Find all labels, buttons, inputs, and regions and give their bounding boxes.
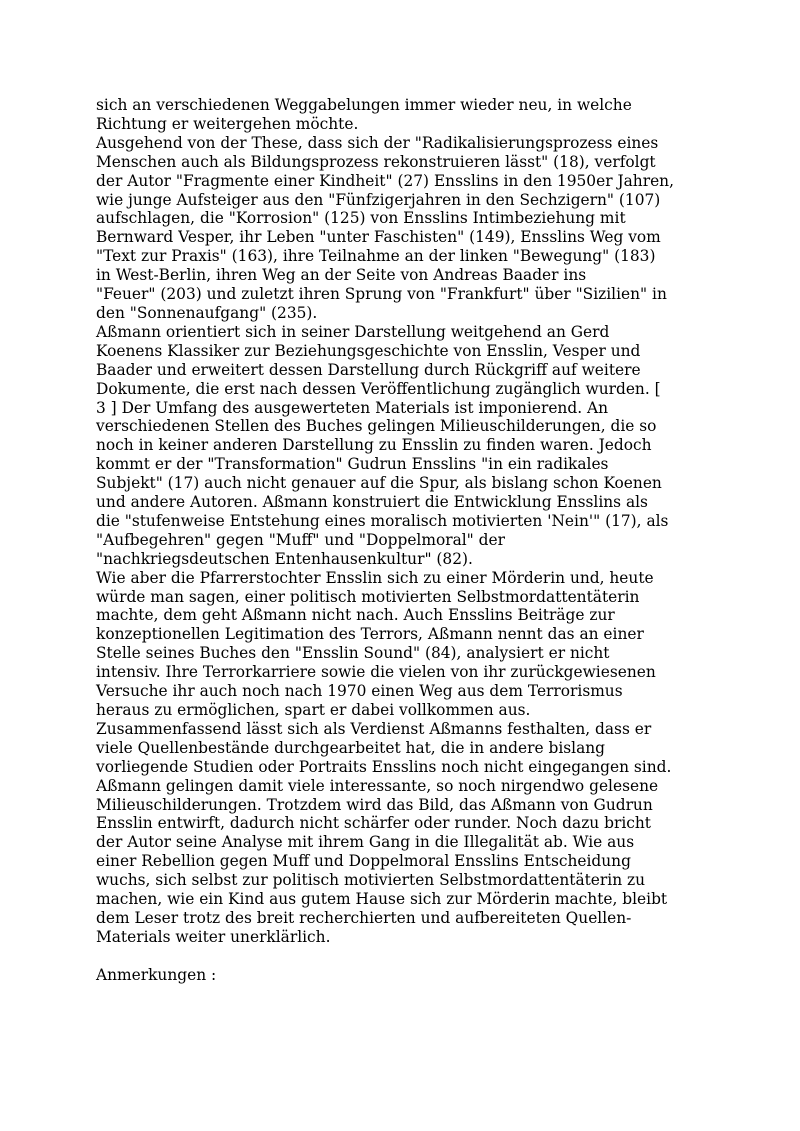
notes-heading: Anmerkungen : [96, 965, 217, 984]
text-line: Ensslin entwirft, dadurch nicht schärfer oder runder. Noch dazu bricht [96, 814, 651, 833]
text-line: der Autor seine Analyse mit ihrem Gang in die Illegalität ab. Wie aus [96, 833, 635, 852]
text-line: Subjekt" (17) auch nicht genauer auf die Spur, als bislang schon Koenen [96, 474, 662, 493]
text-line: Dokumente, die erst nach dessen Veröffentlichung zugänglich wurden. [ [96, 379, 661, 398]
text-line: Koenens Klassiker zur Beziehungsgeschichte von Ensslin, Vesper und [96, 341, 641, 360]
text-line: und andere Autoren. Aßmann konstruiert die Entwicklung Ensslins als [96, 493, 648, 512]
text-line: Zusammenfassend lässt sich als Verdienst Aßmanns festhalten, dass er [96, 719, 652, 738]
body-text [96, 96, 716, 947]
text-line: die "stufenweise Entstehung eines moralisch motivierten 'Nein'" (17), als [96, 511, 669, 530]
text-line: aufschlagen, die "Korrosion" (125) von Ensslins Intimbeziehung mit [96, 209, 626, 228]
text-line: Wie aber die Pfarrerstochter Ensslin sich zu einer Mörderin und, heute [96, 568, 654, 587]
text-line: konzeptionellen Legitimation des Terrors, Aßmann nennt das an einer [96, 625, 644, 644]
document-page [96, 96, 716, 985]
text-line: viele Quellenbestände durchgearbeitet hat, die in andere bislang [96, 738, 606, 757]
text-line: Materials weiter unerklärlich. [96, 927, 331, 946]
text-line: Menschen auch als Bildungsprozess rekonstruieren lässt" (18), verfolgt [96, 152, 656, 171]
text-line: Baader und erweitert dessen Darstellung durch Rückgriff auf weitere [96, 360, 641, 379]
text-line: machte, dem geht Aßmann nicht nach. Auch Ensslins Beiträge zur [96, 606, 615, 625]
text-line: in West-Berlin, ihren Weg an der Seite von Andreas Baader ins [96, 266, 587, 285]
text-line: "Aufbegehren" gegen "Muff" und "Doppelmoral" der [96, 530, 505, 549]
text-line: intensiv. Ihre Terrorkarriere sowie die vielen von ihr zurückgewiesenen [96, 663, 656, 682]
text-line: "nachkriegsdeutschen Entenhausenkultur" (82). [96, 549, 473, 568]
text-line: der Autor "Fragmente einer Kindheit" (27) Ensslins in den 1950er Jahren, [96, 171, 674, 190]
text-line: Stelle seines Buches den "Ensslin Sound" (84), analysiert er nicht [96, 644, 610, 663]
paragraph-spacer [96, 947, 716, 966]
text-line: machen, wie ein Kind aus gutem Hause sich zur Mörderin machte, bleibt [96, 890, 668, 909]
text-line: heraus zu ermöglichen, spart er dabei vollkommen aus. [96, 701, 531, 719]
text-line: Ausgehend von der These, dass sich der "Radikalisierungsprozess eines [96, 133, 659, 152]
text-line: Richtung er weitergehen möchte. [96, 114, 359, 133]
text-line: Bernward Vesper, ihr Leben "unter Faschisten" (149), Ensslins Weg vom [96, 228, 661, 247]
text-line: sich an verschiedenen Weggabelungen immer wieder neu, in welche [96, 96, 632, 114]
text-line: wuchs, sich selbst zur politisch motivierten Selbstmordattentäterin zu [96, 871, 646, 890]
text-line: kommt er der "Transformation" Gudrun Ensslins "in ein radikales [96, 455, 609, 474]
text-line: dem Leser trotz des breit recherchierten und aufbereiteten Quellen- [96, 908, 632, 927]
text-line: "Text zur Praxis" (163), ihre Teilnahme an der linken "Bewegung" (183) [96, 247, 656, 266]
text-line: Aßmann gelingen damit viele interessante, so noch nirgendwo gelesene [96, 776, 659, 795]
text-line: Versuche ihr auch noch nach 1970 einen Weg aus dem Terrorismus [96, 682, 623, 701]
text-line: würde man sagen, einer politisch motivierten Selbstmordattentäterin [96, 587, 640, 606]
text-line: Aßmann orientiert sich in seiner Darstellung weitgehend an Gerd [96, 322, 610, 341]
text-line: den "Sonnenaufgang" (235). [96, 303, 318, 322]
text-line: wie junge Aufsteiger aus den "Fünfzigerjahren in den Sechzigern" (107) [96, 190, 661, 209]
text-line: Milieuschilderungen. Trotzdem wird das Bild, das Aßmann von Gudrun [96, 795, 653, 814]
text-line: verschiedenen Stellen des Buches gelingen Milieuschilderungen, die so [96, 417, 657, 436]
text-line: "Feuer" (203) und zuletzt ihren Sprung von "Frankfurt" über "Sizilien" in [96, 285, 667, 304]
text-line: vorliegende Studien oder Portraits Ensslins noch nicht eingegangen sind. [96, 757, 672, 776]
text-line: einer Rebellion gegen Muff und Doppelmoral Ensslins Entscheidung [96, 852, 631, 871]
text-line: 3 ] Der Umfang des ausgewerteten Materials ist imponierend. An [96, 398, 609, 417]
text-line: noch in keiner anderen Darstellung zu Ensslin zu finden waren. Jedoch [96, 436, 652, 455]
